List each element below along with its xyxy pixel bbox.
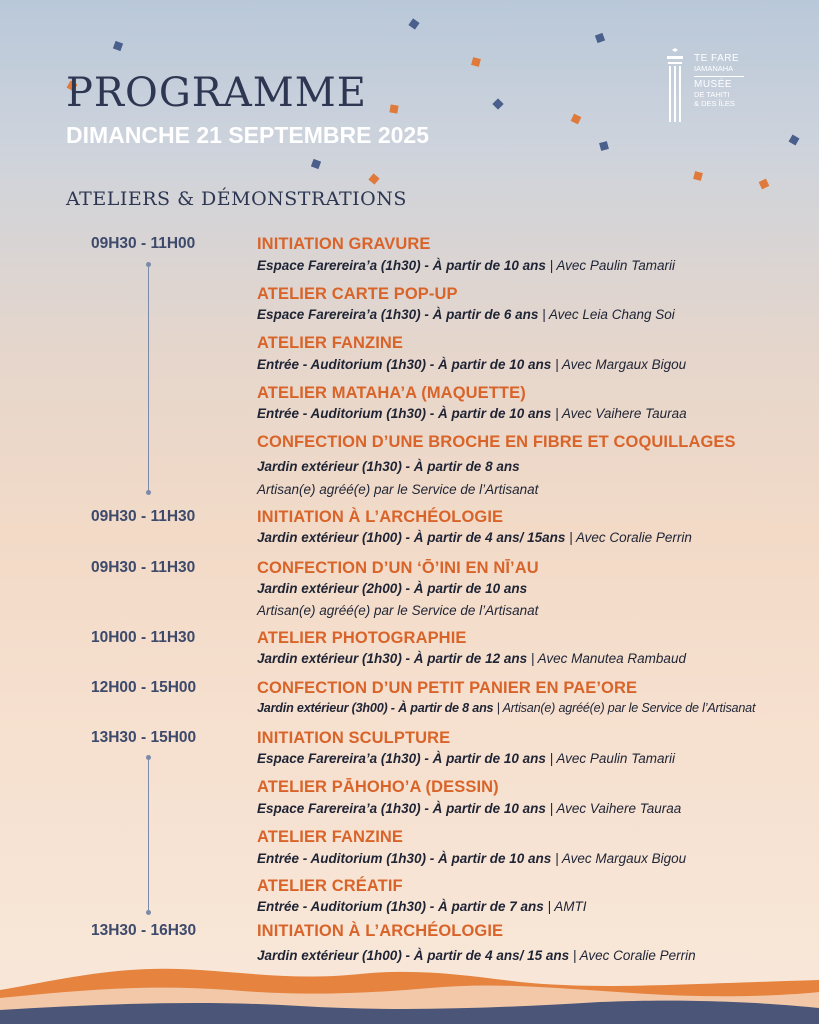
activity-detail [257,459,520,474]
activity-host: | Avec Coralie Perrin [565,530,692,545]
activity-host: | Artisan(e) agréé(e) par le Service de l’Artisanat [493,701,756,715]
decorative-waves [0,950,819,1024]
activity-title: CONFECTION D’UN ‘Ō’INI EN NĪ’AU [257,559,539,577]
activity-title: ATELIER PHOTOGRAPHIE [257,629,467,647]
logo-line: DE TAHITI [694,90,730,99]
museum-logo-icon [664,48,686,124]
page-title: PROGRAMME [66,70,367,116]
section-heading: ATELIERS & DÉMONSTRATIONS [66,188,407,210]
activity-place: Jardin extérieur (1h30) - À partir de 12 ans [257,651,528,666]
time-slot: 09H30 - 11H30 [91,559,196,576]
activity-host: | Avec Vaihere Tauraa [545,801,682,816]
activity-title: ATELIER FANZINE [257,334,404,352]
activity-place: Entrée - Auditorium (1h30) - À partir de 10 ans [257,357,552,372]
activity-host: | Avec Coralie Perrin [569,948,696,963]
museum-logo-text [694,54,744,108]
activity-place: Espace Farereira’a (1h30) - À partir de 10 ans [257,751,546,766]
activity-host: | Avec Margaux Bigou [551,851,687,866]
timeline-dot [146,490,151,495]
activity-detail [257,651,686,666]
activity-host: | AMTI [547,899,587,914]
activity-detail [257,751,675,766]
activity-detail [257,307,675,322]
activity-detail [257,701,755,715]
activity-note: Artisan(e) agréé(e) par le Service de l’Artisanat [257,603,539,618]
time-slot: 09H30 - 11H00 [91,235,196,252]
confetti-piece [789,135,800,146]
confetti-piece [492,98,503,109]
confetti-piece [368,173,379,184]
activity-title: ATELIER CRÉATIF [257,877,403,895]
activity-place: Espace Farereira’a (1h30) - À partir de 10 ans [257,258,546,273]
timeline-connector [148,264,149,492]
time-slot: 12H00 - 15H00 [91,679,197,696]
confetti-piece [571,114,582,125]
activity-title: CONFECTION D’UNE BROCHE EN FIBRE ET COQUILLAGES [257,433,736,451]
activity-title: INITIATION SCULPTURE [257,729,451,747]
confetti-piece [389,104,398,113]
activity-title: ATELIER FANZINE [257,828,404,846]
confetti-piece [471,57,481,67]
activity-place: Espace Farereira’a (1h30) - À partir de 6 ans [257,307,539,322]
activity-place: Jardin extérieur (1h00) - À partir de 4 ans/ 15 ans [257,948,570,963]
activity-detail [257,899,587,914]
activity-detail [257,357,686,372]
time-slot: 13H30 - 16H30 [91,922,197,939]
activity-detail [257,530,692,545]
activity-note: Artisan(e) agréé(e) par le Service de l’Artisanat [257,482,539,497]
museum-logo [664,48,764,128]
logo-line: & DES ÎLES [694,99,735,108]
activity-detail [257,581,527,596]
activity-title: INITIATION GRAVURE [257,235,431,253]
activity-title: INITIATION À L’ARCHÉOLOGIE [257,922,504,940]
activity-host: | Avec Manutea Rambaud [527,651,686,666]
event-date: DIMANCHE 21 SEPTEMBRE 2025 [66,122,429,148]
confetti-piece [595,33,605,43]
activity-detail [257,801,681,816]
logo-line: MUSÉE [694,79,733,90]
confetti-piece [693,171,703,181]
confetti-piece [759,179,770,190]
activity-place: Jardin extérieur (1h00) - À partir de 4 ans/ 15ans [257,530,566,545]
confetti-piece [311,159,321,169]
activity-title: ATELIER CARTE POP-UP [257,285,458,303]
activity-host: | Avec Vaihere Tauraa [551,406,687,421]
activity-title: ATELIER MATAHA’A (MAQUETTE) [257,384,526,402]
activity-place: Entrée - Auditorium (1h30) - À partir de 10 ans [257,406,552,421]
time-slot: 09H30 - 11H30 [91,508,196,525]
confetti-piece [408,18,419,29]
time-slot: 10H00 - 11H30 [91,629,196,646]
activity-place: Espace Farereira’a (1h30) - À partir de 10 ans [257,801,546,816]
logo-line: IAMANAHA [694,64,734,73]
activity-host: | Avec Leia Chang Soi [538,307,675,322]
logo-line: TE FARE [694,53,740,64]
activity-place: Entrée - Auditorium (1h30) - À partir de 10 ans [257,851,552,866]
timeline-connector [148,757,149,913]
activity-host: | Avec Paulin Tamarii [545,751,675,766]
activity-host: | Avec Margaux Bigou [551,357,687,372]
activity-place: Jardin extérieur (1h30) - À partir de 8 ans [257,459,520,474]
activity-title: ATELIER PĀHOHO’A (DESSIN) [257,778,499,796]
activity-title: INITIATION À L’ARCHÉOLOGIE [257,508,504,526]
activity-detail [257,851,686,866]
activity-place: Entrée - Auditorium (1h30) - À partir de 7 ans [257,899,548,914]
activity-detail [257,258,675,273]
activity-host: | Avec Paulin Tamarii [545,258,675,273]
activity-title: CONFECTION D’UN PETIT PANIER EN PAE’ORE [257,679,638,697]
activity-place: Jardin extérieur (3h00) - À partir de 8 ans [257,701,494,715]
time-slot: 13H30 - 15H00 [91,729,197,746]
confetti-piece [113,41,123,51]
confetti-piece [599,141,609,151]
activity-detail [257,406,687,421]
logo-divider [694,76,744,77]
activity-place: Jardin extérieur (2h00) - À partir de 10 ans [257,581,528,596]
timeline-dot [146,910,151,915]
